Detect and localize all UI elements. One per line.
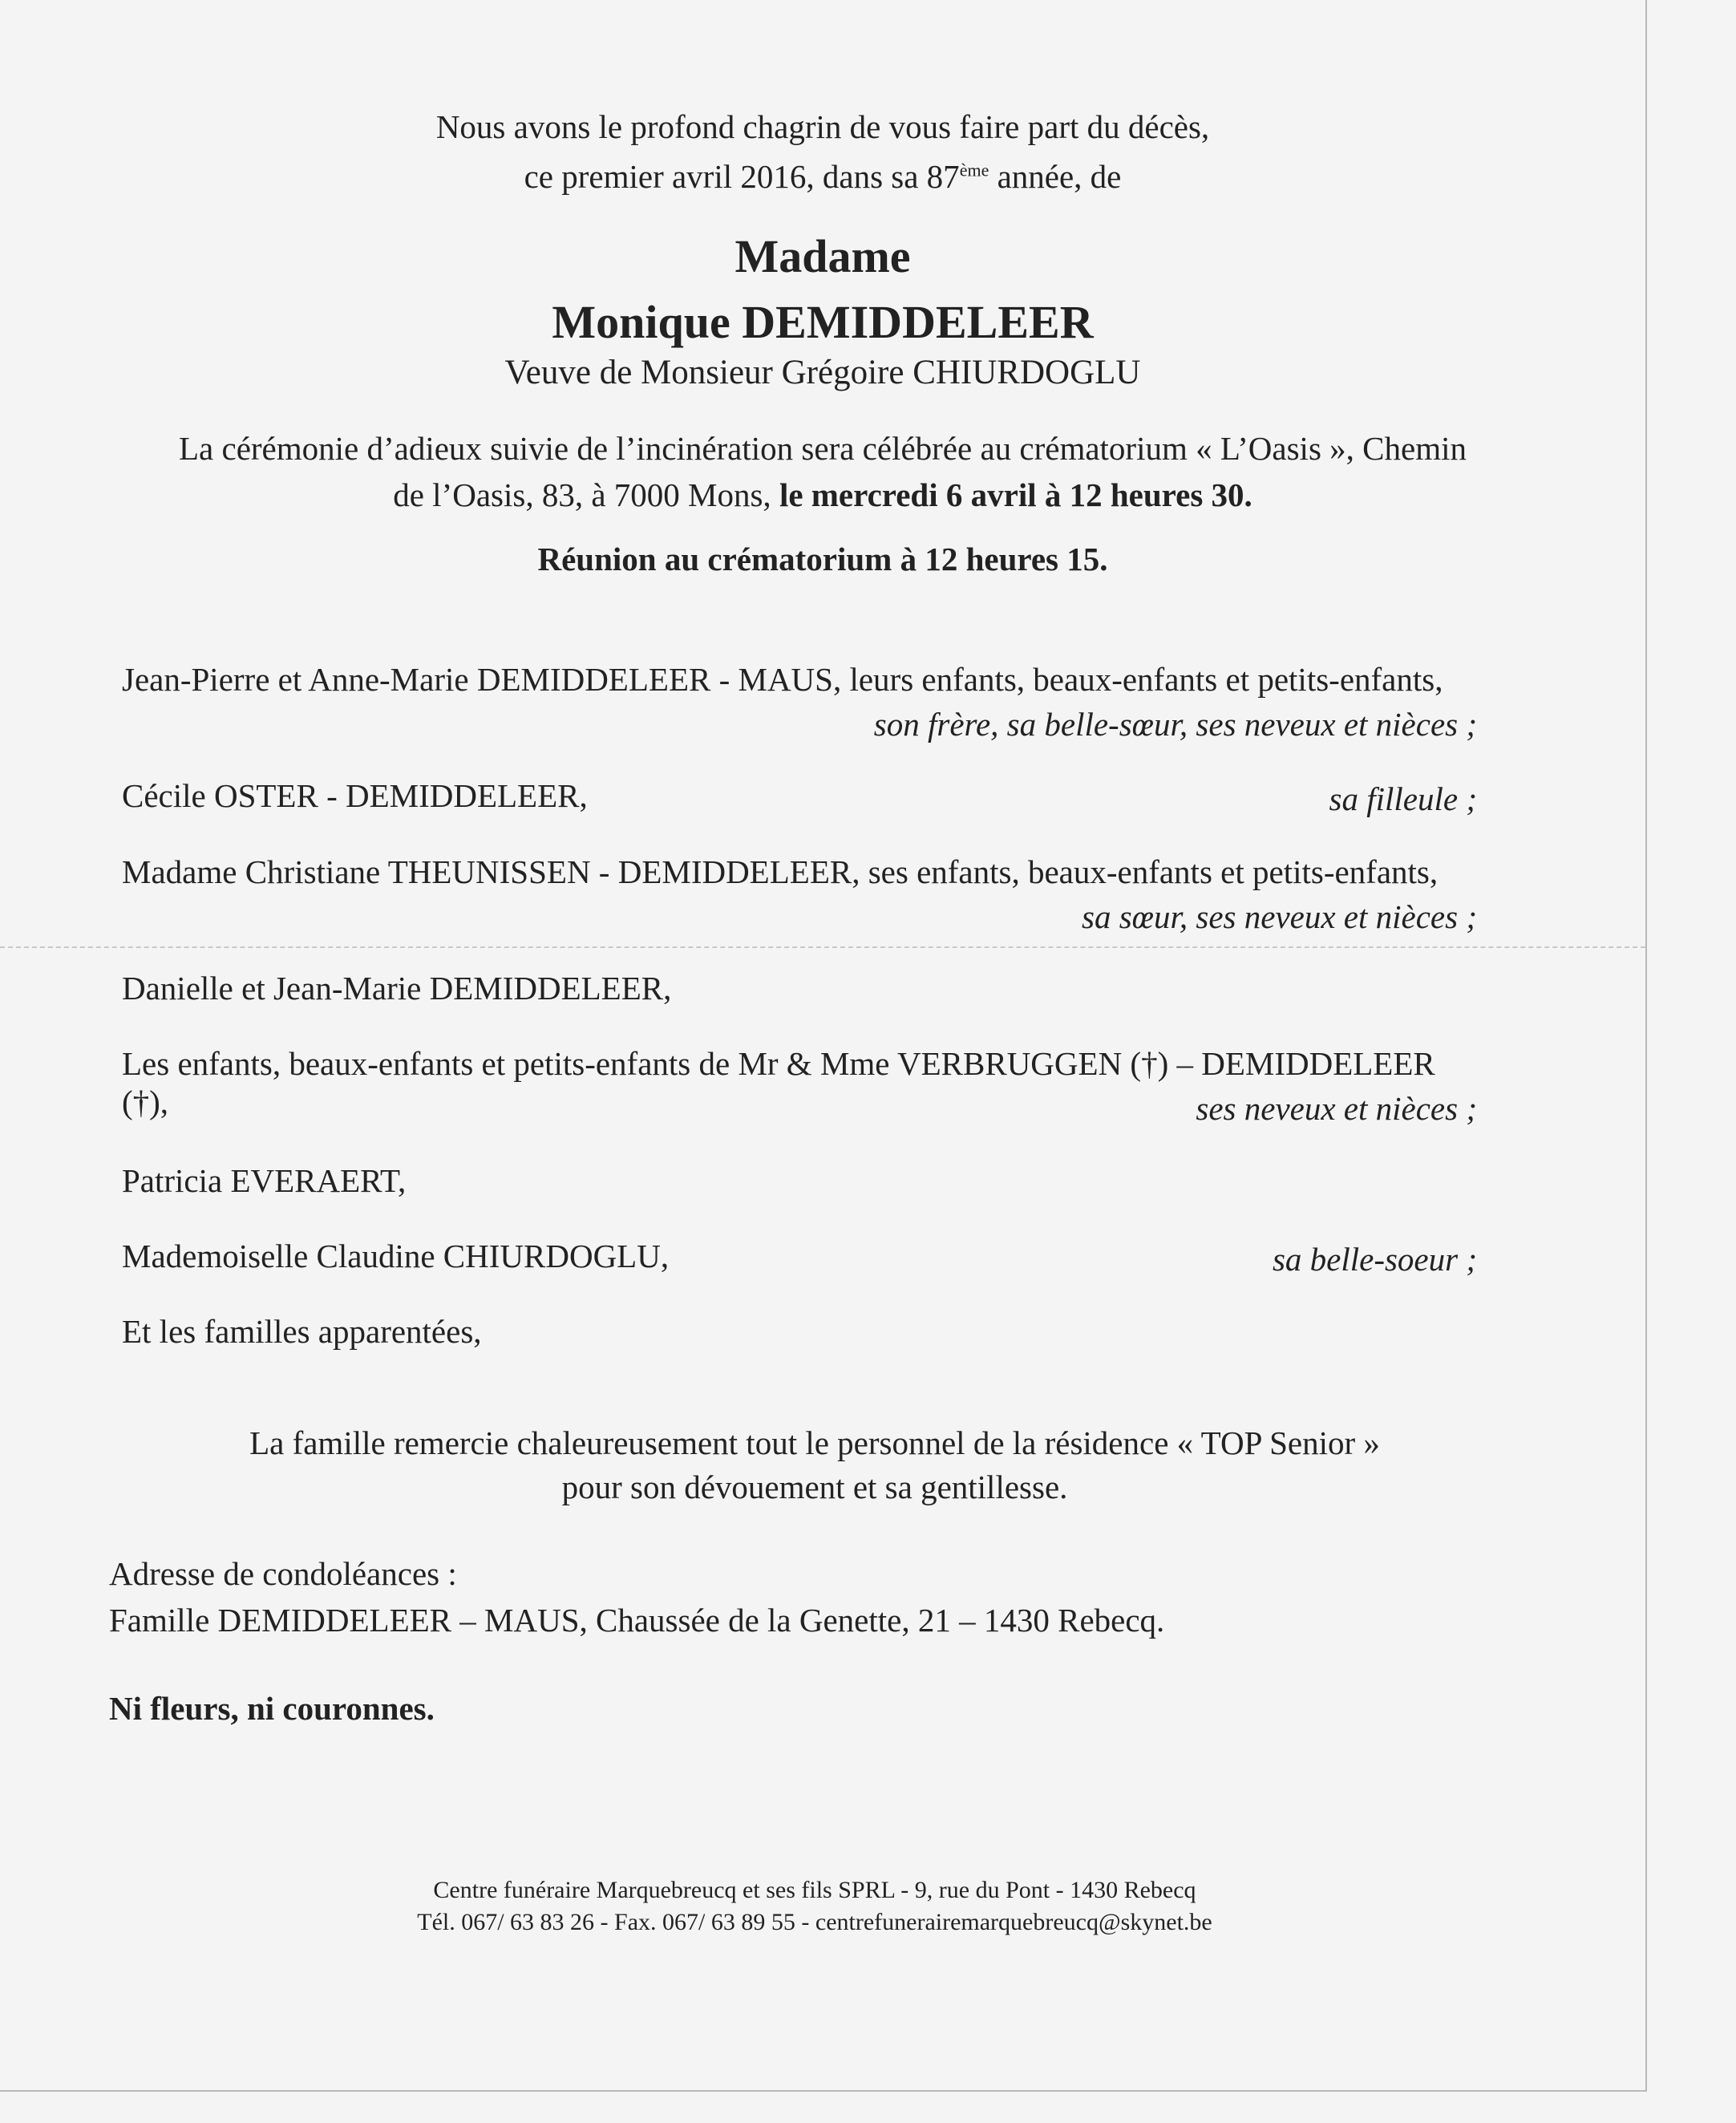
condolences-label: Adresse de condoléances : bbox=[109, 1555, 457, 1592]
intro-line-2 bbox=[0, 157, 1645, 196]
intro-line-2-post: année, de bbox=[989, 158, 1122, 195]
family-relation: sa belle-soeur ; bbox=[1272, 1241, 1477, 1278]
deceased-title: Madame bbox=[734, 230, 911, 282]
condolences-address: Famille DEMIDDELEER – MAUS, Chaussée de la Genette, 21 – 1430 Rebecq. bbox=[109, 1602, 1165, 1639]
thanks-line-1: La famille remercie chaleureusement tout le personnel de la résidence « TOP Senior » bbox=[249, 1424, 1380, 1461]
family-entry bbox=[122, 660, 1477, 743]
thanks-line-2: pour son dévouement et sa gentillesse. bbox=[561, 1469, 1068, 1505]
family-relation: ses neveux et nièces ; bbox=[1196, 1090, 1477, 1127]
family-entry-text: Les enfants, beaux-enfants et petits-enfants de Mr & Mme VERBRUGGEN (†) – DEMIDDELEER (†), bbox=[122, 1045, 1435, 1120]
ceremony-line-1: La cérémonie d’adieux suivie de l’incinération sera célébrée au crématorium « L’Oasis », Chemin bbox=[179, 430, 1467, 467]
family-entry bbox=[122, 776, 1477, 815]
widow-of: Veuve de Monsieur Grégoire CHIURDOGLU bbox=[504, 354, 1141, 391]
family-entry-text: Madame Christiane THEUNISSEN - DEMIDDELEER, ses enfants, beaux-enfants et petits-enfants, bbox=[122, 853, 1439, 890]
intro-line-1: Nous avons le profond chagrin de vous faire part du décès, bbox=[435, 108, 1210, 145]
family-entry bbox=[122, 1161, 1477, 1200]
deceased-name: Monique DEMIDDELEER bbox=[552, 296, 1094, 348]
footer-line-1: Centre funéraire Marquebreucq et ses fils SPRL - 9, rue du Pont - 1430 Rebecq bbox=[433, 1877, 1196, 1903]
family-entry-text: Jean-Pierre et Anne-Marie DEMIDDELEER - MAUS, leurs enfants, beaux-enfants et petits-enfants, bbox=[122, 661, 1443, 698]
ceremony-place: de l’Oasis, 83, à 7000 Mons, bbox=[393, 476, 779, 513]
family-entry bbox=[122, 1044, 1477, 1127]
family-entry bbox=[122, 1312, 1477, 1351]
family-entry-text: Patricia EVERAERT, bbox=[122, 1162, 407, 1199]
page-edge-line bbox=[1645, 0, 1647, 2092]
page-bottom-line bbox=[0, 2090, 1647, 2092]
family-entry bbox=[122, 1237, 1477, 1278]
family-relation: sa filleule ; bbox=[1329, 780, 1477, 817]
family-entry-text: Et les familles apparentées, bbox=[122, 1313, 482, 1350]
intro-superscript: ème bbox=[959, 160, 989, 180]
family-entry bbox=[122, 853, 1477, 935]
ceremony-line-2 bbox=[0, 476, 1645, 514]
family-relation: sa sœur, ses neveux et nièces ; bbox=[1081, 898, 1477, 935]
fold-line bbox=[0, 946, 1645, 948]
intro-line-2-pre: ce premier avril 2016, dans sa 87 bbox=[524, 158, 960, 195]
meeting-time: Réunion au crématorium à 12 heures 15. bbox=[537, 541, 1108, 577]
family-relation: son frère, sa belle-sœur, ses neveux et nièces ; bbox=[873, 706, 1477, 743]
no-flowers-note: Ni fleurs, ni couronnes. bbox=[109, 1690, 435, 1727]
footer-line-2: Tél. 067/ 63 83 26 - Fax. 067/ 63 89 55 - centrefunerairemarquebreucq@skynet.be bbox=[417, 1909, 1212, 1935]
family-entry bbox=[122, 969, 1477, 1007]
family-entry-text: Mademoiselle Claudine CHIURDOGLU, bbox=[122, 1238, 670, 1274]
family-entry-text: Danielle et Jean-Marie DEMIDDELEER, bbox=[122, 970, 672, 1007]
family-entry-text: Cécile OSTER - DEMIDDELEER, bbox=[122, 777, 588, 814]
ceremony-date: le mercredi 6 avril à 12 heures 30. bbox=[779, 476, 1252, 513]
